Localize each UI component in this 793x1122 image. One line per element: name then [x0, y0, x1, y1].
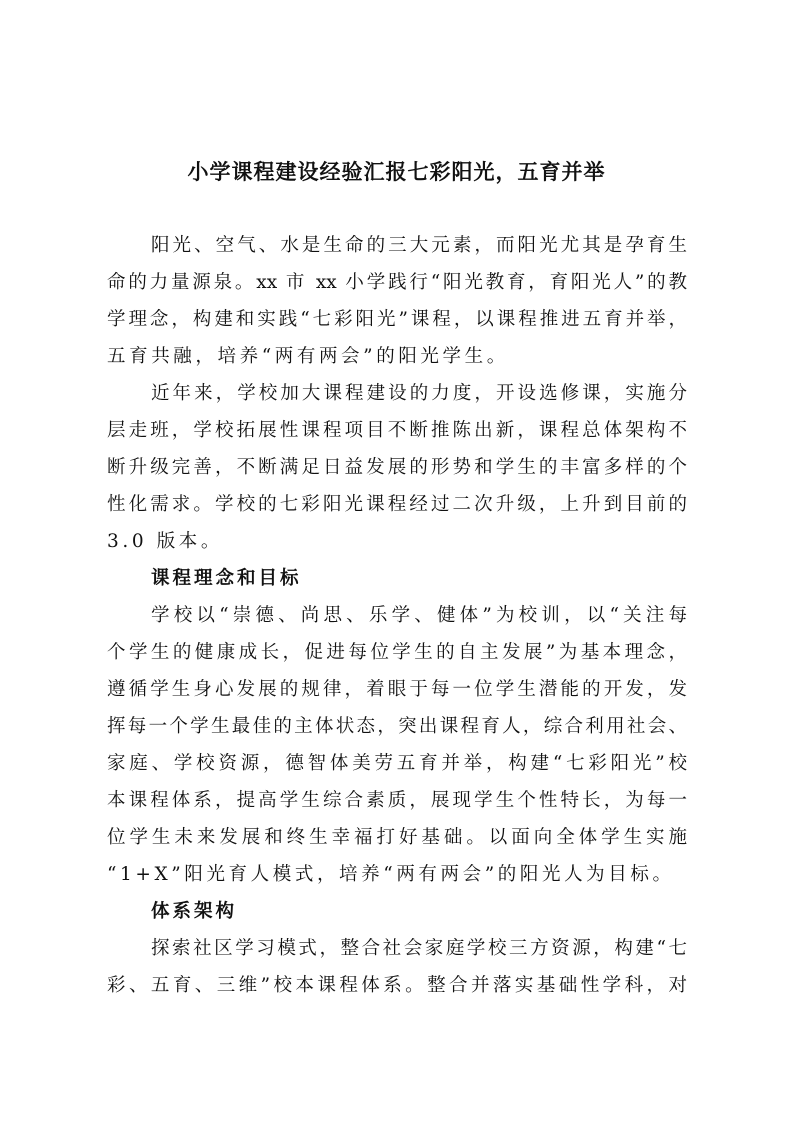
paragraph: [107, 597, 687, 893]
document-body: [107, 227, 687, 1004]
text-line: 探索社区学习模式，整合社会家庭学校三方资源，构建“七: [151, 938, 687, 959]
text-line: 遵循学生身心发展的规律，着眼于每一位学生潜能的开发，发: [107, 679, 687, 700]
text-line: 近年来，学校加大课程建设的力度，开设选修课，实施分: [151, 383, 687, 404]
text-line: 性化需求。学校的七彩阳光课程经过二次升级，上升到目前的: [107, 494, 687, 515]
text-line: 个学生的健康成长，促进每位学生的自主发展”为基本理念，: [107, 642, 687, 663]
text-line: 断升级完善，不断满足日益发展的形势和学生的丰富多样的个: [107, 457, 687, 478]
text-line: 阳光、空气、水是生命的三大元素，而阳光尤其是孕育生: [151, 235, 687, 256]
text-line: 层走班，学校拓展性课程项目不断推陈出新，课程总体架构不: [107, 420, 687, 441]
section-heading: 课程理念和目标: [151, 568, 302, 589]
text-line: 本课程体系，提高学生综合素质，展现学生个性特长，为每一: [107, 790, 687, 811]
text-line: “1+X”阳光育人模式，培养“两有两会”的阳光人为目标。: [107, 864, 675, 885]
text-line: 学理念，构建和实践“七彩阳光”课程，以课程推进五育并举，: [107, 309, 687, 330]
paragraph: [107, 227, 687, 375]
paragraph: [107, 930, 687, 1004]
text-line: 家庭、学校资源，德智体美劳五育并举，构建“七彩阳光”校: [107, 753, 687, 774]
text-line: 五育共融，培养“两有两会”的阳光学生。: [107, 346, 509, 367]
text-line: 挥每一个学生最佳的主体状态，突出课程育人，综合利用社会、: [107, 716, 687, 737]
section-heading: 体系架构: [151, 901, 238, 922]
text-line: 命的力量源泉。xx 市 xx 小学践行“阳光教育，育阳光人”的教: [107, 272, 687, 293]
text-line: 3.0 版本。: [107, 531, 224, 552]
text-line: 位学生未来发展和终生幸福打好基础。以面向全体学生实施: [107, 827, 687, 848]
text-line: 彩、五育、三维”校本课程体系。整合并落实基础性学科，对: [107, 975, 687, 996]
text-line: 学校以“崇德、尚思、乐学、健体”为校训，以“关注每: [151, 605, 687, 626]
document-title: 小学课程建设经验汇报七彩阳光，五育并举: [187, 160, 606, 184]
paragraph: [107, 375, 687, 560]
